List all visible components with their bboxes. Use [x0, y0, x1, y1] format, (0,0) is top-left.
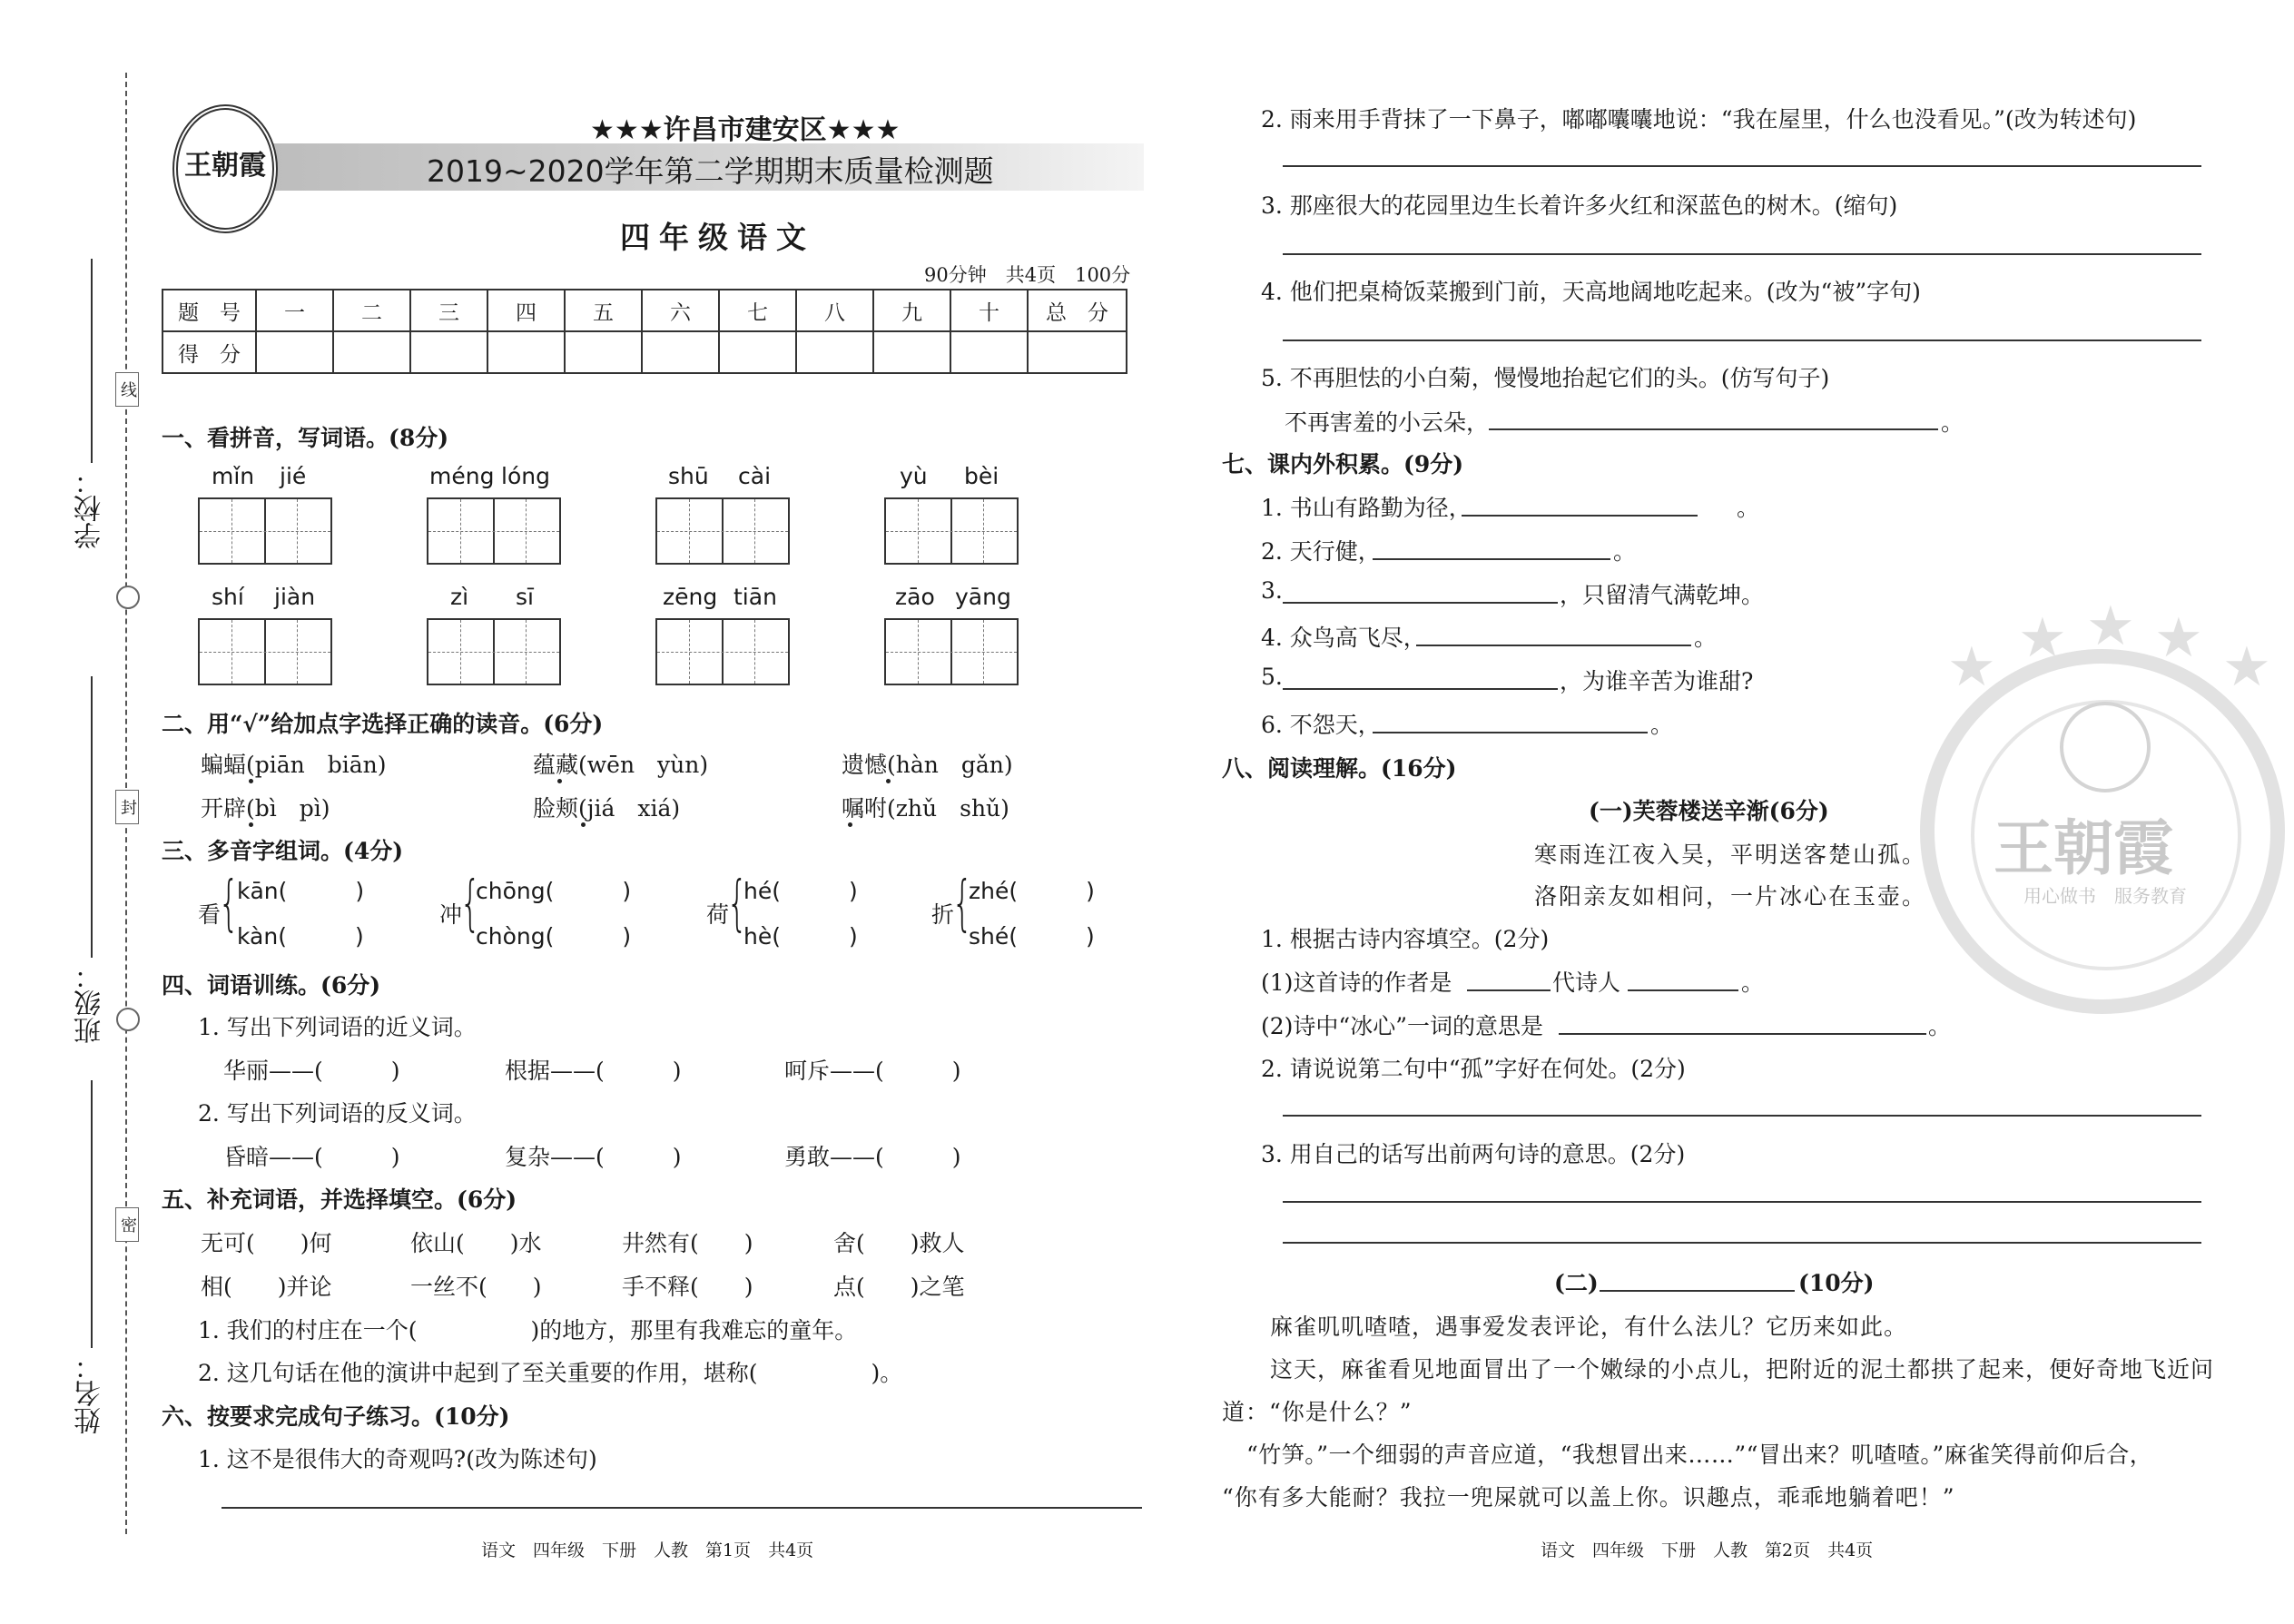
question: 2. 写出下列词语的反义词。 [198, 1100, 477, 1127]
star-icon: ★ [2222, 635, 2271, 699]
polyphone-char: 看 [198, 901, 222, 928]
star-icon: ★ [2086, 595, 2135, 658]
reading-choice[interactable]: 脸颊(jiá xiá) [533, 795, 681, 822]
score-cell[interactable] [950, 331, 1028, 373]
reading-choice[interactable]: 蕴藏(wēn yùn) [533, 752, 709, 778]
pinyin: shí [212, 584, 244, 610]
score-cell[interactable] [642, 331, 719, 373]
binding-hole-icon [116, 586, 140, 609]
reading-choice[interactable]: 遗憾(hàn gǎn) [842, 752, 1013, 778]
section-title: 一、看拼音，写词语。(8分) [162, 425, 449, 451]
question: 4. 他们把桌椅饭菜搬到门前，天高地阔地吃起来。(改为“被”字句) [1261, 279, 1921, 305]
score-cell[interactable] [565, 331, 642, 373]
score-col: 二 [333, 290, 410, 331]
emphasis-dot [848, 822, 852, 827]
page-footer: 语文 四年级 下册 人教 第1页 共4页 [481, 1540, 814, 1560]
fill-item[interactable]: 勇敢——( ) [784, 1144, 961, 1170]
pinyin: zēng [663, 584, 718, 610]
polyphone-item[interactable]: kàn( ) [237, 923, 364, 950]
section-title: 六、按要求完成句子练习。(10分) [162, 1403, 510, 1430]
question: 3. 用自己的话写出前两句诗的意思。(2分) [1261, 1141, 1686, 1167]
school-blank[interactable] [91, 259, 93, 463]
score-col: 八 [796, 290, 873, 331]
fill-item[interactable]: 根据——( ) [505, 1058, 682, 1084]
question: 1. 根据古诗内容填空。(2分) [1261, 926, 1550, 952]
section-title: 二、用“√”给加点字选择正确的读音。(6分) [162, 711, 604, 737]
score-cell[interactable] [1028, 331, 1127, 373]
question: 6. 不怨天， [1261, 712, 1381, 738]
answer-line[interactable] [1283, 253, 2201, 255]
question: 3. [1261, 577, 1283, 604]
polyphone-item[interactable]: kān( ) [237, 878, 365, 904]
punctuation: 。 [1941, 409, 1964, 436]
question: 2. 请说说第二句中“孤”字好在何处。(2分) [1261, 1056, 1686, 1082]
question: 不再害羞的小云朵， [1285, 409, 1490, 436]
pinyin: méng [429, 463, 495, 489]
writing-grid[interactable] [884, 497, 1019, 565]
poem-line: 洛阳亲友如相问，一片冰心在玉壶。 [1534, 883, 1927, 910]
question: 1. 书山有路勤为径， [1261, 495, 1472, 521]
answer-line[interactable] [1283, 688, 1558, 690]
score-cell[interactable] [873, 331, 950, 373]
writing-grid[interactable] [198, 497, 332, 565]
section-title: 三、多音字组词。(4分) [162, 838, 404, 864]
reading-choice[interactable]: 蝙蝠(piān biān) [201, 752, 387, 778]
pinyin: tiān [733, 584, 777, 610]
answer-line[interactable] [1283, 1201, 2201, 1203]
passage-paragraph: 道：“你是什么？” [1222, 1399, 1413, 1425]
brace: { [459, 868, 481, 938]
score-col: 五 [565, 290, 642, 331]
punctuation: 。 [1613, 538, 1637, 565]
answer-line[interactable] [1373, 558, 1610, 560]
writing-grid[interactable] [655, 497, 790, 565]
emphasis-dot [557, 779, 562, 783]
watermark-seal [1920, 649, 2285, 1014]
subject-title: 四年级语文 [620, 220, 815, 255]
question: 1. 这不是很伟大的奇观吗?(改为陈述句) [198, 1446, 597, 1472]
question: ，只留清气满乾坤。 [1560, 582, 1765, 608]
watermark-slogan: 用心做书 服务教育 [2023, 885, 2187, 907]
pinyin: cài [738, 463, 772, 489]
star-icon: ★ [2154, 606, 2203, 670]
score-cell[interactable] [256, 331, 333, 373]
page-footer: 语文 四年级 下册 人教 第2页 共4页 [1541, 1540, 1874, 1560]
pinyin: zāo [895, 584, 935, 610]
passage-paragraph: 麻雀叽叽喳喳，遇事爱发表评论，有什么法儿？它历来如此。 [1270, 1314, 1908, 1340]
punctuation: 。 [1928, 1013, 1952, 1039]
region-title: ★★★许昌市建安区★★★ [590, 114, 901, 146]
idiom-item[interactable]: 无可( )何 [201, 1230, 332, 1256]
pinyin: zì [450, 584, 469, 610]
score-col: 三 [410, 290, 487, 331]
binding-mark-mi: 密 [115, 1207, 139, 1242]
answer-line[interactable] [1628, 989, 1738, 991]
polyphone-char: 折 [931, 901, 955, 928]
polyphone-item[interactable]: hè( ) [743, 923, 858, 950]
score-cell[interactable] [487, 331, 565, 373]
section-title: 四、词语训练。(6分) [162, 972, 381, 999]
answer-line[interactable] [1416, 645, 1691, 646]
emphasis-dot [581, 822, 586, 827]
answer-line[interactable] [1559, 1033, 1926, 1035]
exam-meta: 90分钟 共4页 100分 [924, 264, 1131, 286]
binding-mark-seal: 封 [115, 790, 139, 824]
fill-item[interactable]: 昏暗——( ) [223, 1144, 400, 1170]
score-col: 四 [487, 290, 565, 331]
fill-item[interactable]: 复杂——( ) [505, 1144, 682, 1170]
score-cell[interactable] [719, 331, 796, 373]
punctuation: 。 [1650, 712, 1674, 738]
answer-line[interactable] [1373, 732, 1648, 733]
polyphone-item[interactable]: zhé( ) [969, 878, 1095, 904]
question: (1)这首诗的作者是 [1261, 969, 1452, 996]
punctuation: 。 [1694, 625, 1718, 651]
score-cell[interactable] [796, 331, 873, 373]
pinyin: lóng [501, 463, 550, 489]
question: ，为谁辛苦为谁甜? [1560, 668, 1754, 694]
pinyin: jié [280, 463, 307, 489]
fill-item[interactable]: 呵斥——( ) [784, 1058, 961, 1084]
brace: { [726, 868, 748, 938]
score-col: 七 [719, 290, 796, 331]
reading-choice[interactable]: 嘱咐(zhǔ shǔ) [842, 795, 1009, 822]
score-cell[interactable] [410, 331, 487, 373]
idiom-item[interactable]: 井然有( ) [622, 1230, 753, 1256]
question: 2. 天行健， [1261, 538, 1381, 565]
passage-paragraph: “竹笋。”一个细弱的声音应道，“我想冒出来……”“冒出来？叽喳喳。”麻雀笑得前仰后合， [1246, 1442, 2153, 1468]
score-cell[interactable] [333, 331, 410, 373]
pinyin: mǐn [212, 463, 255, 489]
name-blank[interactable] [91, 1080, 93, 1348]
answer-line[interactable] [1600, 1290, 1795, 1292]
score-total: 总 分 [1028, 290, 1127, 331]
binding-mark-line: 线 [115, 372, 139, 407]
punctuation: 。 [1741, 969, 1765, 996]
writing-grid[interactable] [198, 618, 332, 685]
writing-grid[interactable] [427, 618, 561, 685]
answer-line[interactable] [222, 1507, 1142, 1509]
question: 1. 写出下列词语的近义词。 [198, 1014, 477, 1040]
answer-line[interactable] [1283, 602, 1558, 604]
question: 4. 众鸟高飞尽， [1261, 625, 1426, 651]
brace: { [951, 868, 973, 938]
section-title: 八、阅读理解。(16分) [1222, 755, 1457, 782]
score-col: 九 [873, 290, 950, 331]
name-label: 姓名： [74, 1353, 106, 1434]
star-icon: ★ [2018, 606, 2067, 670]
score-col: 十 [950, 290, 1028, 331]
score-col: 一 [256, 290, 333, 331]
score-header: 题 号 [162, 290, 256, 331]
pinyin: bèi [964, 463, 999, 489]
pinyin: shū [668, 463, 709, 489]
polyphone-char: 冲 [439, 901, 463, 928]
pinyin: jiàn [274, 584, 316, 610]
binding-hole-icon [116, 1008, 140, 1031]
answer-line[interactable] [1467, 989, 1551, 991]
polyphone-item[interactable]: shé( ) [969, 923, 1095, 950]
exam-title: 2019~2020学年第二学期期末质量检测题 [427, 153, 994, 189]
question: 代诗人 [1552, 969, 1621, 996]
writing-grid[interactable] [427, 497, 561, 565]
class-blank[interactable] [91, 676, 93, 958]
class-label: 班级： [74, 962, 106, 1044]
poem-title: (一)芙蓉楼送辛渐(6分) [1589, 798, 1829, 824]
watermark-title: 王朝霞 [1994, 812, 2173, 883]
answer-line[interactable] [1283, 340, 2201, 341]
portrait-icon [2060, 702, 2151, 792]
idiom-item[interactable]: 依山( )水 [410, 1230, 542, 1256]
passage-paragraph: “你有多大能耐？我拉一兜屎就可以盖上你。识趣点，乖乖地躺着吧！” [1222, 1484, 1955, 1511]
polyphone-item[interactable]: chōng( ) [476, 878, 632, 904]
star-icon: ★ [1947, 635, 1996, 699]
answer-line[interactable] [1283, 1115, 2201, 1117]
passage-paragraph: 这天，麻雀看见地面冒出了一个嫩绿的小点儿，把附近的泥土都拱了起来，便好奇地飞近问 [1270, 1356, 2215, 1383]
pinyin: yāng [955, 584, 1011, 610]
question: 2. 雨来用手背抹了一下鼻子，嘟嘟囔囔地说：“我在屋里，什么也没看见。”(改为转述句) [1261, 106, 2137, 133]
reading-choice[interactable]: 开辟(bì pì) [201, 795, 330, 822]
question: 5. [1261, 664, 1283, 690]
school-label: 学校： [74, 468, 106, 549]
polyphone-item[interactable]: hé( ) [743, 878, 858, 904]
question: 5. 不再胆怯的小白菊，慢慢地抬起它们的头。(仿写句子) [1261, 365, 1830, 391]
emphasis-dot [249, 779, 253, 783]
idiom-item[interactable]: 手不释( ) [622, 1274, 753, 1300]
section-title: 五、补充词语，并选择填空。(6分) [162, 1186, 517, 1213]
writing-grid[interactable] [655, 618, 790, 685]
polyphone-item[interactable]: chòng( ) [476, 923, 632, 950]
emphasis-dot [249, 822, 253, 827]
section-title: 七、课内外积累。(9分) [1222, 451, 1464, 477]
pinyin: yù [900, 463, 928, 489]
punctuation: 。 [1737, 495, 1760, 521]
idiom-item[interactable]: 相( )并论 [201, 1274, 332, 1300]
poem-line: 寒雨连江夜入吴，平明送客楚山孤。 [1534, 842, 1927, 868]
answer-line[interactable] [1283, 165, 2201, 167]
answer-line[interactable] [1462, 515, 1698, 517]
polyphone-char: 荷 [706, 901, 730, 928]
question: 3. 那座很大的花园里边生长着许多火红和深蓝色的树木。(缩句) [1261, 192, 1898, 219]
answer-line[interactable] [1489, 428, 1938, 430]
writing-grid[interactable] [884, 618, 1019, 685]
emphasis-dot [886, 779, 891, 783]
brand-logo: 王朝霞 [172, 104, 278, 233]
answer-line[interactable] [1283, 1242, 2201, 1244]
question[interactable]: 1. 我们的村庄在一个( )的地方，那里有我难忘的童年。 [198, 1317, 858, 1343]
brace: { [218, 868, 240, 938]
idiom-item[interactable]: 点( )之笔 [833, 1274, 965, 1300]
part-title: (10分) [1798, 1270, 1875, 1296]
part-title: (二) [1554, 1270, 1599, 1296]
idiom-item[interactable]: 一丝不( ) [410, 1274, 542, 1300]
idiom-item[interactable]: 舍( )救人 [833, 1230, 965, 1256]
question: (2)诗中“冰心”一词的意思是 [1261, 1013, 1543, 1039]
score-table [162, 289, 1127, 374]
score-col: 六 [642, 290, 719, 331]
fill-item[interactable]: 华丽——( ) [223, 1058, 400, 1084]
score-row-label: 得 分 [162, 331, 256, 373]
question[interactable]: 2. 这几句话在他的演讲中起到了至关重要的作用，堪称( )。 [198, 1360, 903, 1386]
pinyin: sī [516, 584, 534, 610]
